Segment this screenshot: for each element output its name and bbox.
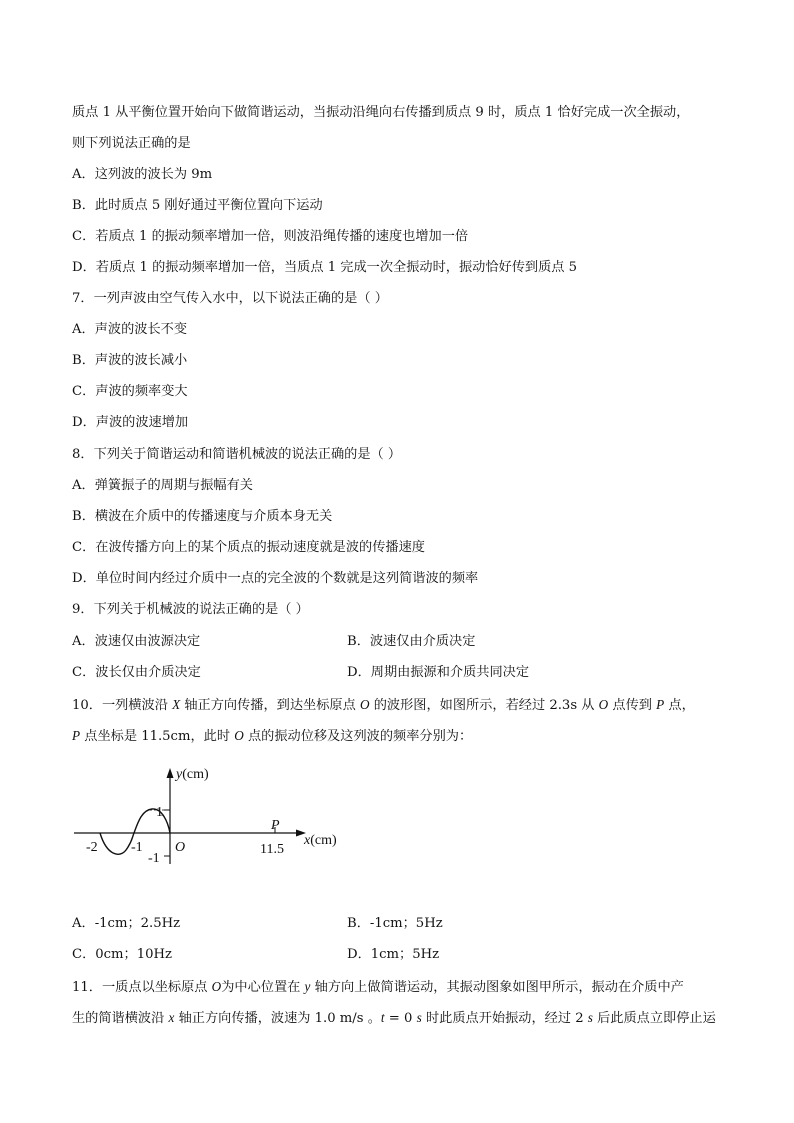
q7-option-a: A．声波的波长不变 (72, 322, 188, 337)
q8-option-c: C．在波传播方向上的某个质点的振动速度就是波的传播速度 (72, 540, 425, 555)
x-tick-label-neg2: -2 (86, 840, 98, 855)
q10-option-a: A．-1cm；2.5Hz (72, 916, 181, 931)
origin-label: O (175, 840, 186, 855)
q7-option-c: C．声波的频率变大 (72, 384, 188, 399)
q11-stem-line2: 生的简谐横波沿 x 轴正方向传播，波速为 1.0 m/s 。t = 0 s 时此质点开始振动，经过 2 s 后此质点立即停止运 (72, 1010, 716, 1026)
q6-option-c: C．若质点 1 的振动频率增加一倍，则波沿绳传播的速度也增加一倍 (72, 229, 469, 244)
q6-option-b: B．此时质点 5 刚好通过平衡位置向下运动 (72, 198, 323, 213)
q9-option-b: B．波速仅由介质决定 (347, 634, 476, 649)
q9-option-d: D．周期由振源和介质共同决定 (347, 665, 530, 680)
x-axis-label: x(cm) (304, 833, 337, 848)
q9-option-c: C．波长仅由介质决定 (72, 665, 201, 680)
q6-stem-line2: 则下列说法正确的是 (72, 136, 191, 151)
q8-stem: 8．下列关于简谐运动和简谐机械波的说法正确的是（ ） (72, 447, 402, 462)
q6-option-d: D．若质点 1 的振动频率增加一倍，当质点 1 完成一次全振动时，振动恰好传到质点 5 (72, 260, 578, 275)
q8-option-a: A．弹簧振子的周期与振幅有关 (72, 478, 253, 493)
waveform-graph (70, 760, 360, 870)
q7-option-d: D．声波的波速增加 (72, 415, 189, 430)
point-p-label: P (271, 818, 280, 833)
q10-option-b: B．-1cm；5Hz (347, 916, 443, 931)
q9-option-a: A．波速仅由波源决定 (72, 634, 201, 649)
point-p-coordinate: 11.5 (260, 842, 284, 857)
y-tick-label-neg1: -1 (148, 851, 160, 866)
y-axis-arrow (167, 768, 174, 778)
q10-option-d: D．1cm；5Hz (347, 947, 440, 962)
q10-stem-line2: P 点坐标是 11.5cm，此时 O 点的振动位移及这列波的频率分别为： (72, 728, 473, 744)
q6-option-a: A．这列波的波长为 9m (72, 167, 213, 182)
q8-option-b: B．横波在介质中的传播速度与介质本身无关 (72, 509, 333, 524)
q6-stem-line1: 质点 1 从平衡位置开始向下做简谐运动，当振动沿绳向右传播到质点 9 时，质点 1 恰好完成一次全振动， (72, 105, 690, 120)
q8-option-d: D．单位时间内经过介质中一点的完全波的个数就是这列简谐波的频率 (72, 571, 479, 586)
y-axis-label: y(cm) (176, 767, 209, 782)
q9-stem: 9．下列关于机械波的说法正确的是（ ） (72, 602, 309, 617)
q10-option-c: C．0cm；10Hz (72, 947, 172, 962)
q7-stem: 7．一列声波由空气传入水中，以下说法正确的是（ ） (72, 291, 388, 306)
q10-stem-line1: 10．一列横波沿 X 轴正方向传播，到达坐标原点 O 的波形图，如图所示，若经过 2.3s 从 O 点传到 P 点， (72, 697, 695, 713)
q11-stem-line1: 11．一质点以坐标原点 O为中心位置在 y 轴方向上做简谐运动，其振动图象如图甲所示，振动在介质中产 (72, 979, 684, 995)
q7-option-b: B．声波的波长减小 (72, 353, 188, 368)
y-tick-label-1: 1 (156, 805, 163, 820)
x-tick-label-neg1: -1 (131, 840, 143, 855)
